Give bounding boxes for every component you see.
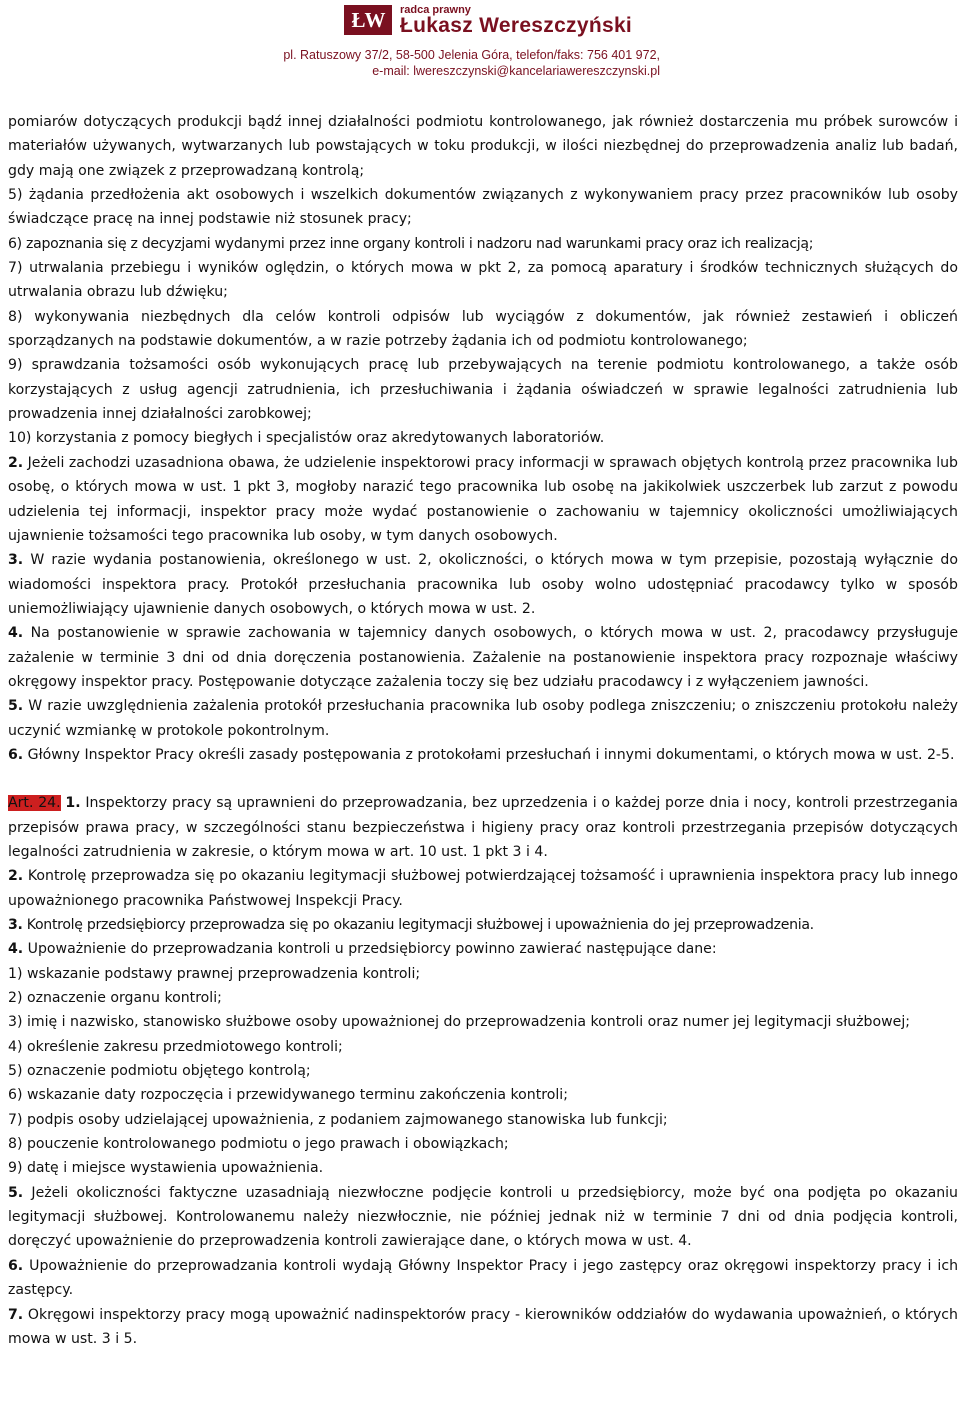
section-4	[8, 621, 958, 694]
list-item: 4) określenie zakresu przedmiotowego kontroli;	[8, 1038, 343, 1055]
list-item: 3) imię i nazwisko, stanowisko służbowe osoby upoważnionej do przeprowadzenia kontroli oraz numer jej legitymacji służbowej;	[8, 1014, 910, 1031]
list-item: 6) wskazanie daty rozpoczęcia i przewidywanego terminu zakończenia kontroli;	[8, 1087, 568, 1104]
section-text: W razie wydania postanowienia, określonego w ust. 2, okoliczności, o których mowa w tym przepisie, pozostają wyłącznie do wiadomości inspektora pracy. Protokół przesłuchania pracownika lub osoby wolno udostępniać pracodawcy tylko w sposób uniemożliwiający ujawnienie danych osobowych, o których mowa w ust. 2.	[8, 552, 958, 617]
section-text: Upoważnienie do przeprowadzania kontroli u przedsiębiorcy powinno zawierać następujące dane:	[23, 941, 717, 958]
section-number: 3.	[8, 917, 23, 933]
paragraph: pomiarów dotyczących produkcji bądź innej działalności podmiotu kontrolowanego, jak również dostarczenia mu próbek surowców i materiałów używanych, wytwarzanych lub powstających w toku produkcji, w ilości niezbędnej do przeprowadzenia analiz lub badań, gdy mają one związek z przeprowadzaną kontrolą;	[8, 114, 958, 179]
list-item: 7) podpis osoby udzielającej upoważnienia, z podaniem zajmowanego stanowiska lub funkcji;	[8, 1111, 668, 1128]
document-body	[8, 110, 958, 1351]
list-item: 8) pouczenie kontrolowanego podmiotu o jego prawach i obowiązkach;	[8, 1136, 509, 1153]
logo-subtitle: radca prawny	[400, 4, 471, 16]
section-text: Kontrolę przedsiębiorcy przeprowadza się po okazaniu legitymacji służbowej i upoważnienia do jej przeprowadzenia.	[22, 917, 814, 933]
section-2	[8, 451, 958, 548]
section-text: Na postanowienie w sprawie zachowania w tajemnicy danych osobowych, o których mowa w ust. 2, pracodawcy przysługuje zażalenie w terminie 3 dni od dnia doręczenia postanowienia. Zażalenie na postanowienie inspektora pracy rozpoznaje właściwy okręgowy inspektor pracy. Postępowanie dotyczące zażalenia toczy się bez udziału pracodawcy i z wyłączeniem jawności.	[8, 625, 958, 690]
section-number: 5.	[8, 1184, 24, 1201]
article-24-section-1	[8, 791, 958, 864]
section-number: 3.	[8, 552, 24, 569]
office-address: pl. Ratuszowy 37/2, 58-500 Jelenia Góra, telefon/faks: 756 401 972,	[283, 48, 660, 62]
section-text: W razie uwzględnienia zażalenia protokół przesłuchania pracownika lub osoby podlega zniszczeniu; o zniszczeniu protokołu należy uczynić wzmiankę w protokole pokontrolnym.	[8, 698, 958, 739]
section-number: 5.	[8, 698, 24, 715]
spacer	[8, 767, 958, 791]
article-24-section-2	[8, 864, 958, 913]
article-24-section-5	[8, 1181, 958, 1254]
section-number: 4.	[8, 941, 24, 958]
section-text: Jeżeli okoliczności faktyczne uzasadniają niezwłoczne podjęcie kontroli u przedsiębiorcy, może być ona podjęta po okazaniu legitymacji służbowej. Kontrolowanemu należy niezwłocznie, nie później jednak niż w terminie 7 dni od dnia podjęcia kontroli, doręczyć upoważnienie do przeprowadzenia kontroli zawierające dane, o których mowa w ust. 4.	[8, 1184, 958, 1250]
article-label: Art. 24.	[8, 795, 61, 812]
office-email: e-mail: lwereszczynski@kancelariawereszczynski.pl	[372, 64, 660, 78]
list-item: 1) wskazanie podstawy prawnej przeprowadzenia kontroli;	[8, 965, 421, 982]
paragraph: 9) sprawdzania tożsamości osób wykonujących pracę lub przebywających na terenie podmiotu kontrolowanego, a także osób korzystających z usług agencji zatrudnienia, ich przesłuchiwania i żądania oświadczeń w sprawie legalności zatrudnienia lub prowadzenia innej działalności zarobkowej;	[8, 357, 958, 423]
section-number: 7.	[8, 1306, 24, 1323]
section-3	[8, 548, 958, 621]
section-5	[8, 694, 958, 743]
section-text: Jeżeli zachodzi uzasadniona obawa, że udzielenie inspektorowi pracy informacji w sprawach objętych kontrolą przez pracownika lub osobę, o których mowa w ust. 1 pkt 3, mogłoby narazić tego pracownika lub osobę na jakikolwiek uszczerbek lub zarzut z powodu udzielenia tej informacji, inspektor pracy może wydać postanowienie o zachowaniu w tajemnicy okoliczności umożliwiających ujawnienie tożsamości tego pracownika lub osoby, w tym danych osobowych.	[8, 454, 958, 544]
article-24-section-4	[8, 937, 958, 961]
section-number: 2.	[8, 868, 24, 885]
section-number: 6.	[8, 746, 24, 763]
section-6	[8, 743, 958, 767]
article-24-section-7	[8, 1303, 958, 1352]
section-number: 4.	[8, 625, 24, 642]
article-24-section-6	[8, 1254, 958, 1303]
section-text: Główny Inspektor Pracy określi zasady postępowania z protokołami przesłuchań i innymi dokumentami, o których mowa w ust. 2-5.	[23, 746, 955, 763]
law-office-logo	[344, 5, 392, 35]
list-item: 5) oznaczenie podmiotu objętego kontrolą;	[8, 1063, 311, 1080]
section-number: 2.	[8, 454, 24, 471]
paragraph: 6) zapoznania się z decyzjami wydanymi przez inne organy kontroli i nadzoru nad warunkami pracy oraz ich realizacją;	[8, 235, 814, 252]
paragraph: 8) wykonywania niezbędnych dla celów kontroli odpisów lub wyciągów z dokumentów, jak również zestawień i obliczeń sporządzanych na podstawie dokumentów, a w razie potrzeby żądania ich od podmiotu kontrolowanego;	[8, 308, 958, 350]
lawyer-name: Łukasz Wereszczyński	[400, 14, 633, 37]
section-text: Kontrolę przeprowadza się po okazaniu legitymacji służbowej potwierdzającej tożsamość i uprawnienia inspektora pracy lub innego upoważnionego pracownika Państwowej Inspekcji Pracy.	[8, 868, 958, 909]
paragraph: 7) utrwalania przebiegu i wyników oględzin, o których mowa w pkt 2, za pomocą aparatury i środków technicznych służących do utrwalania obrazu lub dźwięku;	[8, 260, 958, 301]
section-number: 6.	[8, 1257, 24, 1274]
section-number: 1.	[65, 795, 81, 812]
section-text: Okręgowi inspektorzy pracy mogą upoważnić nadinspektorów pracy - kierowników oddziałów do wydawania upoważnień, o których mowa w ust. 3 i 5.	[8, 1306, 958, 1347]
section-text: Upoważnienie do przeprowadzania kontroli wydają Główny Inspektor Pracy i jego zastępcy oraz okręgowi inspektorzy pracy i ich zastępcy.	[8, 1257, 958, 1299]
letterhead	[0, 0, 960, 82]
paragraph: 5) żądania przedłożenia akt osobowych i wszelkich dokumentów związanych z wykonywaniem pracy przez pracowników lub osoby świadczące pracę na innej podstawie niż stosunek pracy;	[8, 187, 958, 228]
list-item: 9) datę i miejsce wystawienia upoważnienia.	[8, 1160, 324, 1177]
section-text: Inspektorzy pracy są uprawnieni do przeprowadzania, bez uprzedzenia i o każdej porze dnia i nocy, kontroli przestrzegania przepisów prawa pracy, w szczególności stanu bezpieczeństwa i higieny pracy oraz kontroli przestrzegania przepisów dotyczących legalności zatrudnienia w zakresie, o którym mowa w art. 10 ust. 1 pkt 3 i 4.	[8, 795, 958, 860]
logo-letters: ŁW	[351, 8, 385, 32]
paragraph: 10) korzystania z pomocy biegłych i specjalistów oraz akredytowanych laboratoriów.	[8, 430, 605, 447]
list-item: 2) oznaczenie organu kontroli;	[8, 990, 222, 1007]
article-24-section-3	[8, 913, 958, 937]
